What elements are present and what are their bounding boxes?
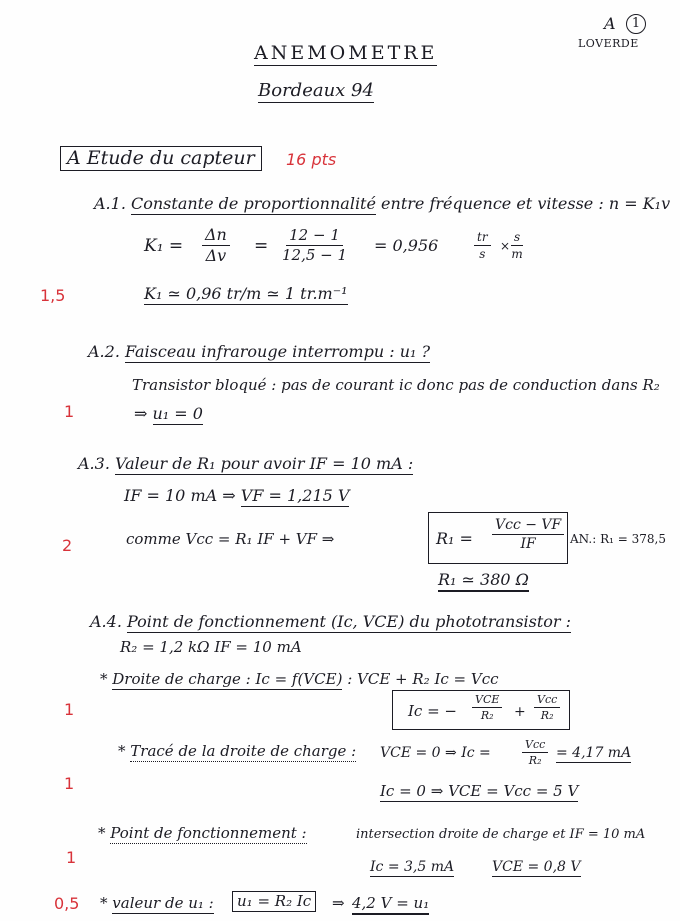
a4-load-line: * Droite de charge : Ic = f(VCE) : VCE + R₂ Ic = Vcc xyxy=(100,670,499,688)
author-name: LOVERDE xyxy=(578,37,639,50)
a4-trace-1a: VCE = 0 ⇒ Ic = xyxy=(380,745,491,761)
a4-load-box-plus: + xyxy=(514,704,526,720)
a4-trace-2: Ic = 0 ⇒ VCE = Vcc = 5 V xyxy=(380,782,579,800)
document-subtitle: Bordeaux 94 xyxy=(258,80,374,101)
a2-result: ⇒ u₁ = 0 xyxy=(134,404,203,423)
a4-value-score: 0,5 xyxy=(54,894,80,913)
a3-relation: comme Vcc = R₁ IF + VF ⇒ xyxy=(126,530,335,548)
a4-heading: A.4. Point de fonctionnement (Ic, VCE) du phototransistor : xyxy=(90,612,572,631)
a4-load-box-frac2: Vcc R₂ xyxy=(534,694,560,721)
a3-given: IF = 10 mA ⇒ VF = 1,215 V xyxy=(124,486,350,505)
a1-unit-times: × xyxy=(500,239,511,253)
section-a-points: 16 pts xyxy=(286,150,337,169)
a1-equals: = xyxy=(254,236,269,256)
a3-box-lhs: R₁ = xyxy=(436,529,473,548)
a4-point-text: intersection droite de charge et IF = 10 mA xyxy=(356,827,646,842)
a4-trace-1b: = 4,17 mA xyxy=(556,745,632,761)
sheet-number-circle: 1 xyxy=(626,14,646,34)
a3-box-fraction: Vcc − VF IF xyxy=(492,518,564,551)
a1-unit-tr-s: $\frac{tr}{s}$ xyxy=(474,231,491,260)
a1-numeric-result: = 0,956 xyxy=(374,236,439,255)
a4-load-score: 1 xyxy=(64,700,75,719)
a3-heading: A.3. Valeur de R₁ pour avoir IF = 10 mA : xyxy=(78,454,414,473)
a1-unit-s-m: $\frac{s}{m}$ xyxy=(511,230,523,261)
a1-score: 1,5 xyxy=(40,286,66,305)
a2-explanation: Transistor bloqué : pas de courant ic donc pas de conduction dans R₂ xyxy=(132,376,660,394)
a4-load-box-frac1: VCE R₂ xyxy=(472,694,502,721)
sheet-letter: A xyxy=(604,14,616,33)
a3-result: R₁ ≃ 380 Ω xyxy=(438,572,529,588)
a4-point-score: 1 xyxy=(66,848,77,867)
a1-heading: A.1. Constante de proportionnalité entre fréquence et vitesse : n = K₁v xyxy=(94,194,671,213)
a2-score: 1 xyxy=(64,402,75,421)
a1-fraction-numeric: $\frac{12 - 1}{12,5 - 1}$ xyxy=(282,226,348,264)
a3-score: 2 xyxy=(62,536,73,555)
a3-numeric-application: AN.: R₁ = 378,5 xyxy=(570,532,666,546)
a4-trace-label: * Tracé de la droite de charge : xyxy=(118,742,357,760)
a2-heading: A.2. Faisceau infrarouge interrompu : u₁ ? xyxy=(88,342,431,361)
a4-value-arrow: ⇒ xyxy=(332,894,345,912)
a4-point-label: * Point de fonctionnement : xyxy=(98,824,307,842)
a4-value-label: * valeur de u₁ : xyxy=(100,894,214,912)
a1-result: K₁ ≃ 0,96 tr/m ≃ 1 tr.m⁻¹ xyxy=(144,284,348,303)
a4-value-result: 4,2 V = u₁ xyxy=(352,896,429,911)
a1-fraction-delta: $\frac{\Delta n}{\Delta v}$ xyxy=(202,227,230,264)
a1-k-lhs: K₁ = xyxy=(144,236,184,256)
a4-trace-1-frac: Vcc R₂ xyxy=(522,739,548,766)
a4-point-vce: VCE = 0,8 V xyxy=(492,859,581,875)
a4-load-box-lhs: Ic = − xyxy=(408,702,457,720)
a4-given: R₂ = 1,2 kΩ IF = 10 mA xyxy=(120,638,302,656)
section-a-title: A Etude du capteur xyxy=(60,146,262,171)
a4-trace-score: 1 xyxy=(64,774,75,793)
a4-value-box: u₁ = R₂ Ic xyxy=(232,891,316,912)
document-title: ANEMOMETRE xyxy=(254,42,438,64)
a4-point-ic: Ic = 3,5 mA xyxy=(370,859,455,875)
